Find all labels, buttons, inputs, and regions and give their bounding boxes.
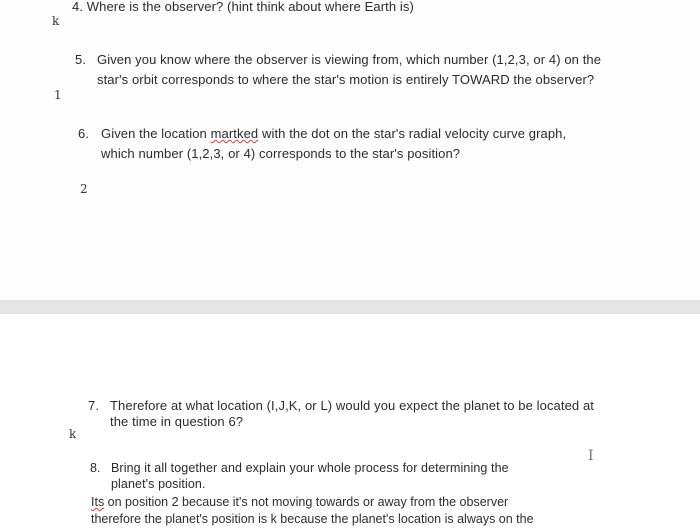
question-8-number: 8. — [90, 461, 101, 475]
answer-5: 1 — [54, 88, 62, 102]
answer-4: k — [52, 14, 60, 28]
question-5-line-2: star's orbit corresponds to where the star's motion is entirely TOWARD the observer? — [97, 72, 595, 87]
question-4: 4. Where is the observer? (hint think about where Earth is) — [72, 0, 414, 14]
worksheet-page-bottom — [0, 314, 700, 529]
answer-7: k — [69, 427, 77, 441]
question-6-number: 6. — [78, 126, 90, 141]
question-7-number: 7. — [88, 398, 100, 413]
question-6-line-2: which number (1,2,3, or 4) corresponds to the star's position? — [101, 146, 461, 161]
answer-6: 2 — [80, 182, 88, 196]
page-separator — [0, 300, 700, 314]
question-5-number: 5. — [75, 52, 87, 67]
question-7-line-1: Therefore at what location (I,J,K, or L) would you expect the planet to be located at — [110, 398, 594, 413]
question-6-line-1: Given the location martked with the dot on the star's radial velocity curve graph, — [101, 126, 567, 141]
question-7-line-2: the time in question 6? — [110, 414, 244, 429]
question-5-line-1: Given you know where the observer is viewing from, which number (1,2,3, or 4) on the — [97, 52, 602, 67]
question-8-line-2: planet's position. — [111, 477, 206, 491]
question-8-line-1: Bring it all together and explain your whole process for determining the — [111, 461, 509, 475]
misspelled-word: Its — [91, 495, 105, 509]
answer-8-line-2[interactable]: therefore the planet's position is k because the planet's location is always on the — [91, 512, 534, 526]
misspelled-word: martked — [210, 126, 259, 141]
text-cursor-icon[interactable]: I — [588, 448, 594, 464]
answer-8-line-1[interactable]: Its on position 2 because it's not moving towards or away from the observer — [91, 495, 509, 509]
